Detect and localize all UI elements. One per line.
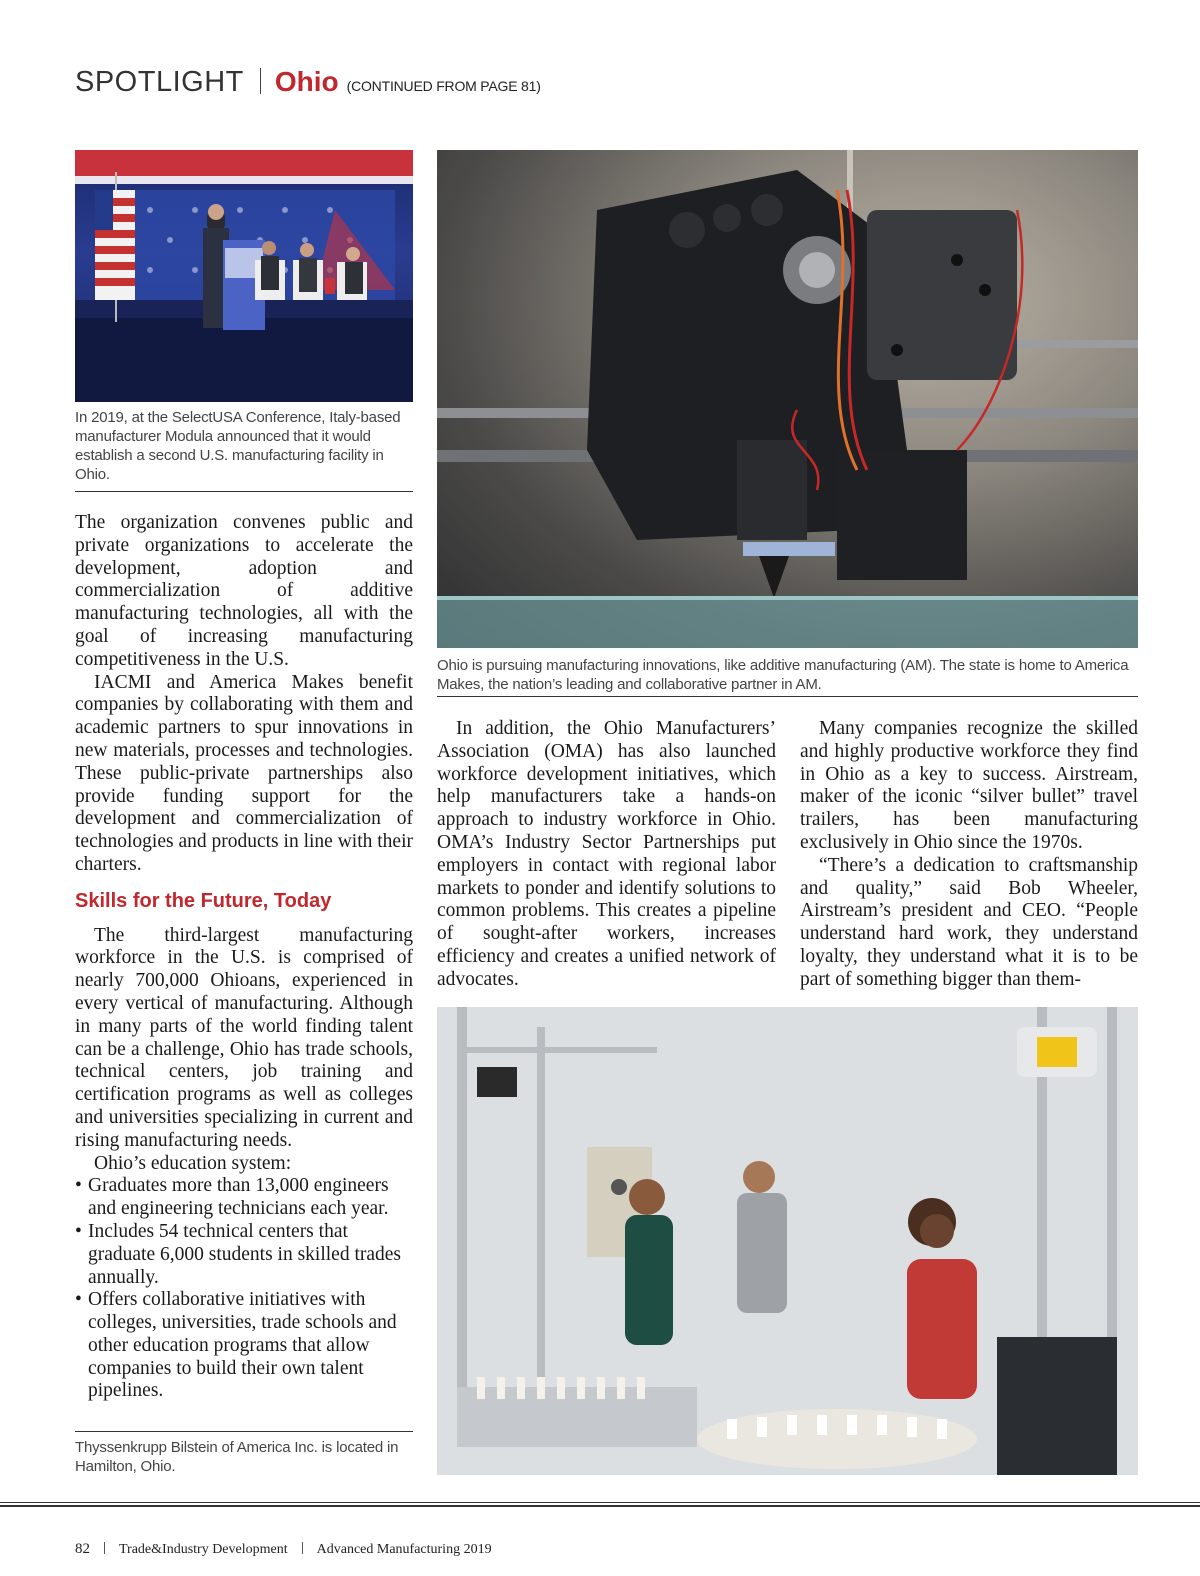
paragraph: The third-largest manufacturing workforce in the U.S. is comprised of nearly 700,000 Ohioans, experienced in every vertical of manufacturing. Although in many parts of the world finding talent can be a challenge, Ohio has trade schools, technical centers, job training and certification programs as well as colleges and universities specializing in current and rising manufacturing needs. xyxy=(75,924,413,1151)
publication-name: Trade&Industry Development xyxy=(119,1542,288,1557)
printer-photo xyxy=(437,150,1138,648)
page-number: 82 xyxy=(75,1541,90,1557)
caption-rule xyxy=(75,491,413,492)
paragraph: Ohio’s education system: xyxy=(94,1152,292,1174)
printer-illustration xyxy=(437,150,1138,648)
footer-rule xyxy=(0,1505,1200,1507)
article-column-2 xyxy=(437,718,776,992)
footer-divider xyxy=(104,1542,105,1554)
factory-caption: Thyssenkrupp Bilstein of America Inc. is located in Hamilton, Ohio. xyxy=(75,1439,399,1475)
bullet-item: • Graduates more than 13,000 engineers and engineering technicians each year. xyxy=(75,1175,413,1221)
page-footer xyxy=(75,1541,492,1558)
article-column-3 xyxy=(800,718,1138,992)
paragraph: IACMI and America Makes benefit companies by collaborating with them and academic partners to spur innovations in new materials, processes and technologies. These public-private partnerships also provide funding support for the development and commercialization of technologies and products in line with their charters. xyxy=(75,671,413,875)
education-bullet-list xyxy=(75,1175,413,1403)
printer-caption: Ohio is pursuing manufacturing innovations, like additive manufacturing (AM). The state is home to America Makes, the nation’s leading and collaborative partner in AM. xyxy=(437,657,1129,693)
section-label: SPOTLIGHT xyxy=(75,66,244,98)
conference-photo xyxy=(75,150,413,402)
conference-caption: In 2019, at the SelectUSA Conference, Italy-based manufacturer Modula announced that it would establish a second U.S. manufacturing facility in Ohio. xyxy=(75,409,401,483)
bullet-item: • Offers collaborative initiatives with colleges, universities, trade schools and other education programs that allow companies to build their own talent pipelines. xyxy=(75,1289,413,1403)
paragraph: “There’s a dedication to craftsmanship and quality,” said Bob Wheeler, Airstream’s president and CEO. “People understand hard work, they understand loyalty, they understand what it is to be part of something bigger than them- xyxy=(800,854,1138,990)
paragraph: In addition, the Ohio Manufacturers’ Association (OMA) has also launched workforce development initiatives, which help manufacturers take a hands-on approach to industry workforce in Ohio. OMA’s Industry Sector Partnerships put employers in contact with regional labor markets to ponder and identify solutions to common problems. This creates a pipeline of sought-after workers, increases efficiency and creates a unified network of advocates. xyxy=(437,718,776,990)
caption-rule xyxy=(75,1431,413,1432)
footer-divider xyxy=(302,1542,303,1554)
article-column-1 xyxy=(75,512,413,1403)
conference-illustration xyxy=(75,150,413,402)
paragraph: The organization convenes public and private organizations to accelerate the development, adoption and commercialization of additive manufacturing technologies, all with the goal of increasing manufacturing competitiveness in the U.S. xyxy=(75,512,413,670)
paragraph: Many companies recognize the skilled and highly productive workforce they find in Ohio as a key to success. Airstream, maker of the iconic “silver bullet” travel trailers, has been manufacturing exclusively in Ohio since the 1970s. xyxy=(800,718,1138,853)
issue-name: Advanced Manufacturing 2019 xyxy=(316,1542,492,1557)
factory-photo xyxy=(437,1007,1138,1475)
continued-note: (CONTINUED FROM PAGE 81) xyxy=(346,78,541,94)
bullet-item: • Includes 54 technical centers that graduate 6,000 students in skilled trades annually. xyxy=(75,1221,413,1289)
header-divider xyxy=(260,68,261,94)
page-header xyxy=(75,66,541,110)
caption-rule xyxy=(437,696,1138,697)
footer-rule xyxy=(0,1502,1200,1503)
section-subhead: Skills for the Future, Today xyxy=(75,889,332,912)
factory-illustration xyxy=(437,1007,1138,1475)
state-title: Ohio xyxy=(274,66,339,97)
